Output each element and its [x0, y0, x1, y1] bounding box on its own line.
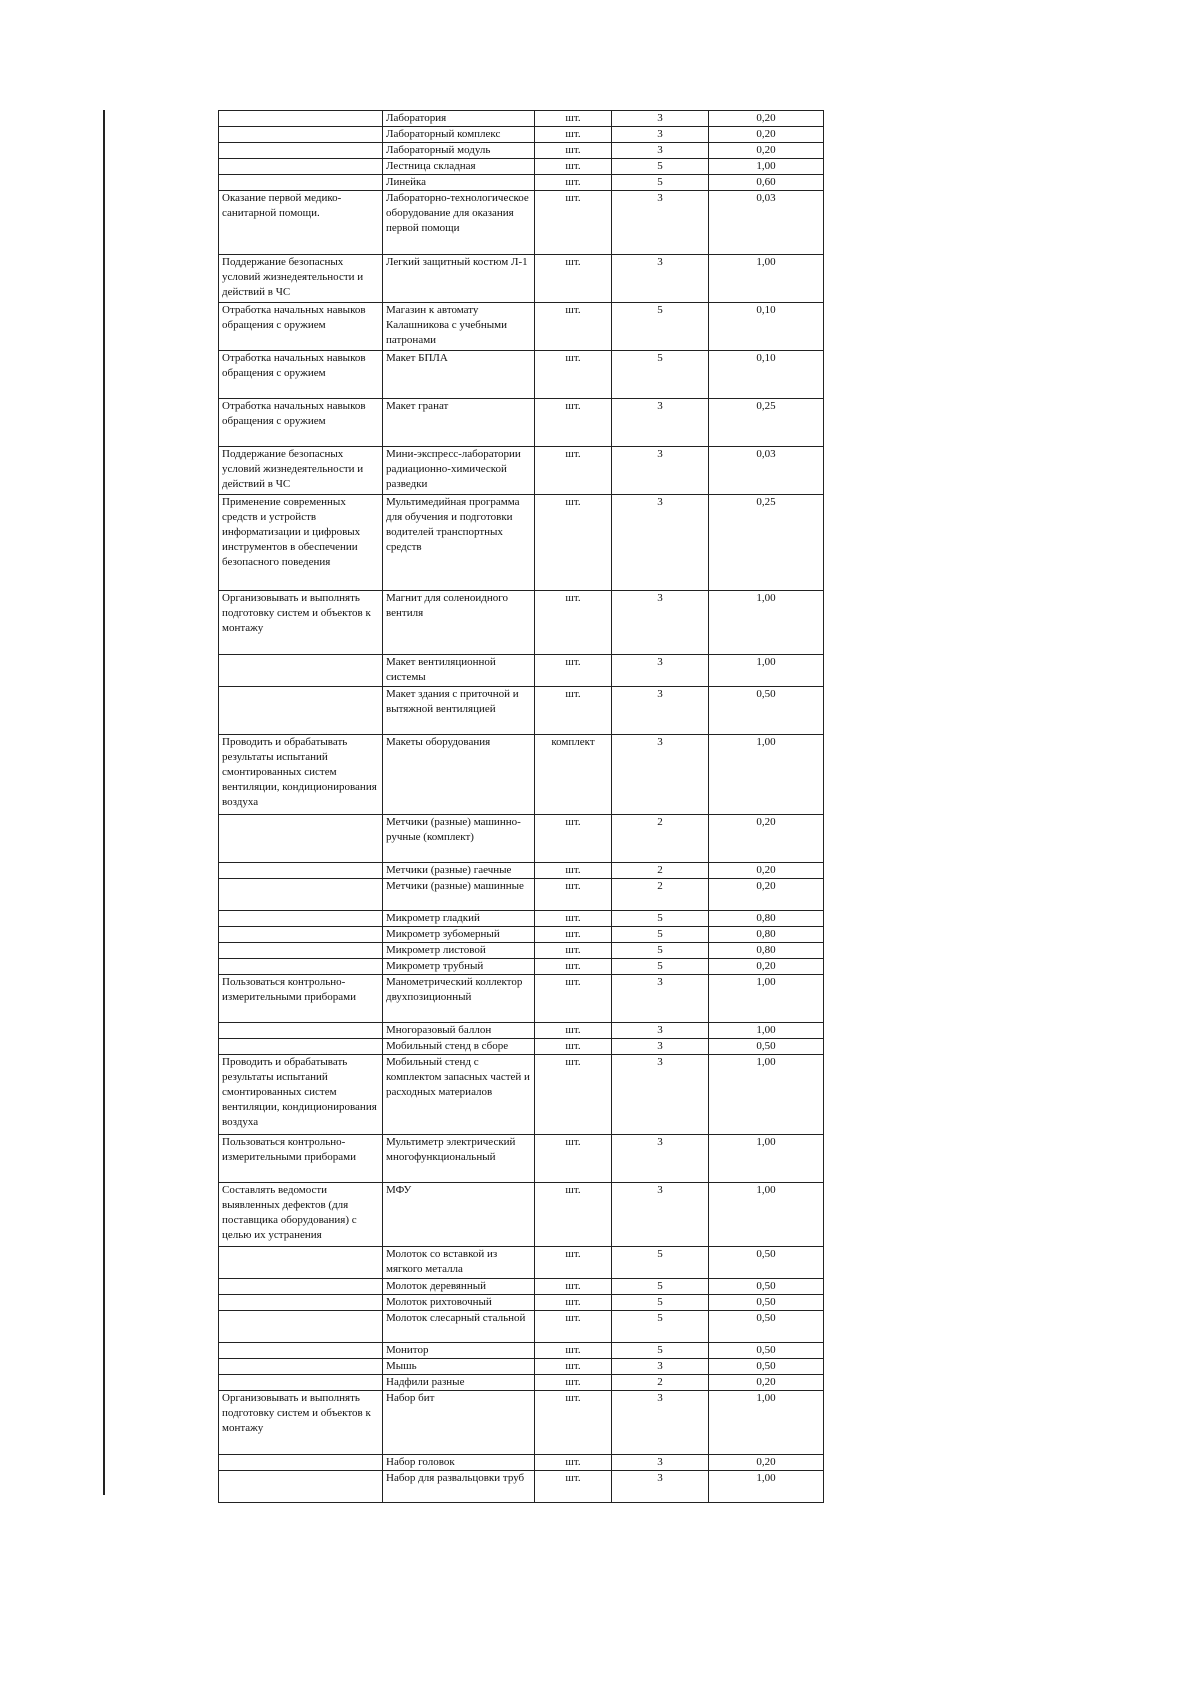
item-cell: Макет БПЛА: [383, 351, 535, 399]
quantity-cell: 3: [612, 143, 709, 159]
quantity-cell: 3: [612, 191, 709, 255]
item-cell: Легкий защитный костюм Л-1: [383, 255, 535, 303]
unit-cell: шт.: [535, 1455, 612, 1471]
purpose-cell: [219, 111, 383, 127]
item-cell: Набор бит: [383, 1391, 535, 1455]
purpose-cell: Пользоваться контрольно-измерительными приборами: [219, 975, 383, 1023]
unit-cell: шт.: [535, 495, 612, 591]
unit-cell: шт.: [535, 255, 612, 303]
unit-cell: шт.: [535, 447, 612, 495]
item-cell: Магазин к автомату Калашникова с учебными патронами: [383, 303, 535, 351]
purpose-cell: [219, 1359, 383, 1375]
quantity-cell: 3: [612, 975, 709, 1023]
purpose-cell: [219, 863, 383, 879]
table-row: [219, 879, 824, 911]
unit-cell: шт.: [535, 1471, 612, 1503]
table-row: [219, 975, 824, 1023]
item-cell: Многоразовый баллон: [383, 1023, 535, 1039]
item-cell: Макет гранат: [383, 399, 535, 447]
item-cell: Магнит для соленоидного вентиля: [383, 591, 535, 655]
purpose-cell: Пользоваться контрольно-измерительными приборами: [219, 1135, 383, 1183]
unit-cell: шт.: [535, 1295, 612, 1311]
purpose-cell: Организовывать и выполнять подготовку систем и объектов к монтажу: [219, 1391, 383, 1455]
purpose-cell: [219, 1311, 383, 1343]
coefficient-cell: 1,00: [709, 1183, 824, 1247]
quantity-cell: 3: [612, 1183, 709, 1247]
coefficient-cell: 0,80: [709, 943, 824, 959]
unit-cell: шт.: [535, 879, 612, 911]
quantity-cell: 3: [612, 1135, 709, 1183]
item-cell: Набор для развальцовки труб: [383, 1471, 535, 1503]
purpose-cell: Поддержание безопасных условий жизнедеятельности и действий в ЧС: [219, 255, 383, 303]
unit-cell: комплект: [535, 735, 612, 815]
item-cell: Мобильный стенд с комплектом запасных частей и расходных материалов: [383, 1055, 535, 1135]
unit-cell: шт.: [535, 655, 612, 687]
table-row: [219, 495, 824, 591]
table-row: [219, 815, 824, 863]
coefficient-cell: 1,00: [709, 591, 824, 655]
quantity-cell: 2: [612, 1375, 709, 1391]
equipment-table: [218, 110, 824, 1503]
table-row: [219, 1055, 824, 1135]
table-row: [219, 1311, 824, 1343]
quantity-cell: 3: [612, 591, 709, 655]
quantity-cell: 5: [612, 1247, 709, 1279]
coefficient-cell: 0,20: [709, 863, 824, 879]
coefficient-cell: 0,10: [709, 351, 824, 399]
quantity-cell: 5: [612, 1311, 709, 1343]
coefficient-cell: 0,80: [709, 911, 824, 927]
unit-cell: шт.: [535, 143, 612, 159]
purpose-cell: [219, 1247, 383, 1279]
unit-cell: шт.: [535, 1183, 612, 1247]
item-cell: Микрометр зубомерный: [383, 927, 535, 943]
quantity-cell: 5: [612, 175, 709, 191]
coefficient-cell: 1,00: [709, 159, 824, 175]
item-cell: МФУ: [383, 1183, 535, 1247]
unit-cell: шт.: [535, 815, 612, 863]
item-cell: Лабораторный модуль: [383, 143, 535, 159]
coefficient-cell: 0,50: [709, 1247, 824, 1279]
quantity-cell: 3: [612, 127, 709, 143]
table-row: [219, 1471, 824, 1503]
item-cell: Мобильный стенд в сборе: [383, 1039, 535, 1055]
item-cell: Макеты оборудования: [383, 735, 535, 815]
purpose-cell: Применение современных средств и устройств информатизации и цифровых инструментов в обеспечении безопасного поведения: [219, 495, 383, 591]
table-row: [219, 1295, 824, 1311]
table-row: [219, 943, 824, 959]
purpose-cell: [219, 1279, 383, 1295]
table-row: [219, 1359, 824, 1375]
quantity-cell: 3: [612, 255, 709, 303]
coefficient-cell: 0,20: [709, 959, 824, 975]
purpose-cell: [219, 655, 383, 687]
coefficient-cell: 0,60: [709, 175, 824, 191]
table-row: [219, 127, 824, 143]
purpose-cell: [219, 1295, 383, 1311]
purpose-cell: [219, 1039, 383, 1055]
table-row: [219, 1039, 824, 1055]
purpose-cell: [219, 1375, 383, 1391]
unit-cell: шт.: [535, 975, 612, 1023]
purpose-cell: [219, 1343, 383, 1359]
item-cell: Молоток рихтовочный: [383, 1295, 535, 1311]
quantity-cell: 5: [612, 1343, 709, 1359]
item-cell: Микрометр гладкий: [383, 911, 535, 927]
table-row: [219, 399, 824, 447]
table-row: [219, 255, 824, 303]
unit-cell: шт.: [535, 1311, 612, 1343]
unit-cell: шт.: [535, 1247, 612, 1279]
table-row: [219, 1279, 824, 1295]
unit-cell: шт.: [535, 927, 612, 943]
coefficient-cell: 0,20: [709, 1375, 824, 1391]
coefficient-cell: 0,10: [709, 303, 824, 351]
item-cell: Микрометр листовой: [383, 943, 535, 959]
quantity-cell: 3: [612, 687, 709, 735]
coefficient-cell: 0,20: [709, 879, 824, 911]
coefficient-cell: 0,20: [709, 111, 824, 127]
coefficient-cell: 0,50: [709, 1039, 824, 1055]
purpose-cell: [219, 1471, 383, 1503]
purpose-cell: [219, 815, 383, 863]
item-cell: Лестница складная: [383, 159, 535, 175]
item-cell: Мультиметр электрический многофункциональный: [383, 1135, 535, 1183]
item-cell: Мышь: [383, 1359, 535, 1375]
quantity-cell: 3: [612, 1471, 709, 1503]
quantity-cell: 2: [612, 863, 709, 879]
quantity-cell: 5: [612, 1279, 709, 1295]
coefficient-cell: 1,00: [709, 255, 824, 303]
table-row: [219, 911, 824, 927]
unit-cell: шт.: [535, 943, 612, 959]
table-row: [219, 1183, 824, 1247]
unit-cell: шт.: [535, 175, 612, 191]
unit-cell: шт.: [535, 1039, 612, 1055]
coefficient-cell: 1,00: [709, 1391, 824, 1455]
coefficient-cell: 1,00: [709, 1023, 824, 1039]
coefficient-cell: 0,03: [709, 191, 824, 255]
purpose-cell: [219, 1023, 383, 1039]
coefficient-cell: 0,20: [709, 1455, 824, 1471]
coefficient-cell: 1,00: [709, 975, 824, 1023]
item-cell: Мини-экспресс-лаборатории радиационно-химической разведки: [383, 447, 535, 495]
purpose-cell: [219, 911, 383, 927]
unit-cell: шт.: [535, 1279, 612, 1295]
purpose-cell: Проводить и обрабатывать результаты испытаний смонтированных систем вентиляции, кондиционирования воздуха: [219, 735, 383, 815]
equipment-table-body: [219, 111, 824, 1503]
quantity-cell: 5: [612, 959, 709, 975]
unit-cell: шт.: [535, 1023, 612, 1039]
table-row: [219, 1247, 824, 1279]
table-row: [219, 191, 824, 255]
purpose-cell: [219, 927, 383, 943]
coefficient-cell: 0,25: [709, 399, 824, 447]
coefficient-cell: 0,50: [709, 1343, 824, 1359]
purpose-cell: Отработка начальных навыков обращения с оружием: [219, 303, 383, 351]
table-row: [219, 159, 824, 175]
coefficient-cell: 0,20: [709, 143, 824, 159]
quantity-cell: 3: [612, 399, 709, 447]
item-cell: Лаборатория: [383, 111, 535, 127]
item-cell: Метчики (разные) гаечные: [383, 863, 535, 879]
table-row: [219, 1343, 824, 1359]
quantity-cell: 3: [612, 1055, 709, 1135]
item-cell: Линейка: [383, 175, 535, 191]
unit-cell: шт.: [535, 399, 612, 447]
quantity-cell: 3: [612, 1455, 709, 1471]
purpose-cell: [219, 687, 383, 735]
quantity-cell: 3: [612, 1359, 709, 1375]
item-cell: Молоток слесарный стальной: [383, 1311, 535, 1343]
quantity-cell: 3: [612, 735, 709, 815]
quantity-cell: 5: [612, 927, 709, 943]
table-row: [219, 1135, 824, 1183]
coefficient-cell: 0,50: [709, 1295, 824, 1311]
item-cell: Молоток со вставкой из мягкого металла: [383, 1247, 535, 1279]
unit-cell: шт.: [535, 111, 612, 127]
table-row: [219, 959, 824, 975]
margin-line: [103, 110, 105, 1495]
quantity-cell: 2: [612, 879, 709, 911]
item-cell: Микрометр трубный: [383, 959, 535, 975]
unit-cell: шт.: [535, 127, 612, 143]
item-cell: Набор головок: [383, 1455, 535, 1471]
quantity-cell: 3: [612, 495, 709, 591]
quantity-cell: 5: [612, 351, 709, 399]
table-row: [219, 591, 824, 655]
table-row: [219, 735, 824, 815]
unit-cell: шт.: [535, 863, 612, 879]
coefficient-cell: 1,00: [709, 1055, 824, 1135]
coefficient-cell: 1,00: [709, 735, 824, 815]
item-cell: Лабораторно-технологическое оборудование для оказания первой помощи: [383, 191, 535, 255]
unit-cell: шт.: [535, 1359, 612, 1375]
purpose-cell: Оказание первой медико-санитарной помощи.: [219, 191, 383, 255]
quantity-cell: 3: [612, 111, 709, 127]
unit-cell: шт.: [535, 1343, 612, 1359]
table-row: [219, 1455, 824, 1471]
table-row: [219, 175, 824, 191]
quantity-cell: 3: [612, 1391, 709, 1455]
item-cell: Мультимедийная программа для обучения и подготовки водителей транспортных средств: [383, 495, 535, 591]
table-row: [219, 447, 824, 495]
item-cell: Надфили разные: [383, 1375, 535, 1391]
quantity-cell: 2: [612, 815, 709, 863]
table-row: [219, 655, 824, 687]
quantity-cell: 5: [612, 943, 709, 959]
unit-cell: шт.: [535, 351, 612, 399]
coefficient-cell: 0,50: [709, 1279, 824, 1295]
table-row: [219, 863, 824, 879]
table-row: [219, 111, 824, 127]
table-row: [219, 1023, 824, 1039]
item-cell: Монитор: [383, 1343, 535, 1359]
item-cell: Молоток деревянный: [383, 1279, 535, 1295]
table-row: [219, 1391, 824, 1455]
quantity-cell: 5: [612, 159, 709, 175]
unit-cell: шт.: [535, 911, 612, 927]
quantity-cell: 3: [612, 1023, 709, 1039]
coefficient-cell: 1,00: [709, 1135, 824, 1183]
unit-cell: шт.: [535, 959, 612, 975]
purpose-cell: [219, 1455, 383, 1471]
coefficient-cell: 0,03: [709, 447, 824, 495]
table-row: [219, 143, 824, 159]
purpose-cell: Отработка начальных навыков обращения с оружием: [219, 399, 383, 447]
purpose-cell: [219, 159, 383, 175]
coefficient-cell: 1,00: [709, 1471, 824, 1503]
coefficient-cell: 0,80: [709, 927, 824, 943]
table-row: [219, 1375, 824, 1391]
purpose-cell: [219, 143, 383, 159]
quantity-cell: 5: [612, 911, 709, 927]
quantity-cell: 3: [612, 655, 709, 687]
coefficient-cell: 0,50: [709, 1359, 824, 1375]
item-cell: Метчики (разные) машинные: [383, 879, 535, 911]
unit-cell: шт.: [535, 1391, 612, 1455]
item-cell: Макет здания с приточной и вытяжной вентиляцией: [383, 687, 535, 735]
item-cell: Макет вентиляционной системы: [383, 655, 535, 687]
quantity-cell: 5: [612, 1295, 709, 1311]
purpose-cell: [219, 127, 383, 143]
unit-cell: шт.: [535, 687, 612, 735]
unit-cell: шт.: [535, 591, 612, 655]
coefficient-cell: 0,50: [709, 1311, 824, 1343]
item-cell: Манометрический коллектор двухпозиционный: [383, 975, 535, 1023]
purpose-cell: Поддержание безопасных условий жизнедеятельности и действий в ЧС: [219, 447, 383, 495]
coefficient-cell: 1,00: [709, 655, 824, 687]
unit-cell: шт.: [535, 1375, 612, 1391]
table-row: [219, 687, 824, 735]
unit-cell: шт.: [535, 303, 612, 351]
coefficient-cell: 0,20: [709, 127, 824, 143]
quantity-cell: 5: [612, 303, 709, 351]
purpose-cell: [219, 175, 383, 191]
coefficient-cell: 0,20: [709, 815, 824, 863]
unit-cell: шт.: [535, 159, 612, 175]
purpose-cell: Отработка начальных навыков обращения с оружием: [219, 351, 383, 399]
quantity-cell: 3: [612, 1039, 709, 1055]
item-cell: Лабораторный комплекс: [383, 127, 535, 143]
table-row: [219, 927, 824, 943]
purpose-cell: Составлять ведомости выявленных дефектов (для поставщика оборудования) с целью их устранения: [219, 1183, 383, 1247]
coefficient-cell: 0,50: [709, 687, 824, 735]
purpose-cell: Проводить и обрабатывать результаты испытаний смонтированных систем вентиляции, кондиционирования воздуха: [219, 1055, 383, 1135]
purpose-cell: [219, 959, 383, 975]
unit-cell: шт.: [535, 1135, 612, 1183]
quantity-cell: 3: [612, 447, 709, 495]
coefficient-cell: 0,25: [709, 495, 824, 591]
item-cell: Метчики (разные) машинно-ручные (комплект): [383, 815, 535, 863]
table-row: [219, 303, 824, 351]
purpose-cell: [219, 879, 383, 911]
unit-cell: шт.: [535, 191, 612, 255]
table-row: [219, 351, 824, 399]
unit-cell: шт.: [535, 1055, 612, 1135]
purpose-cell: [219, 943, 383, 959]
purpose-cell: Организовывать и выполнять подготовку систем и объектов к монтажу: [219, 591, 383, 655]
